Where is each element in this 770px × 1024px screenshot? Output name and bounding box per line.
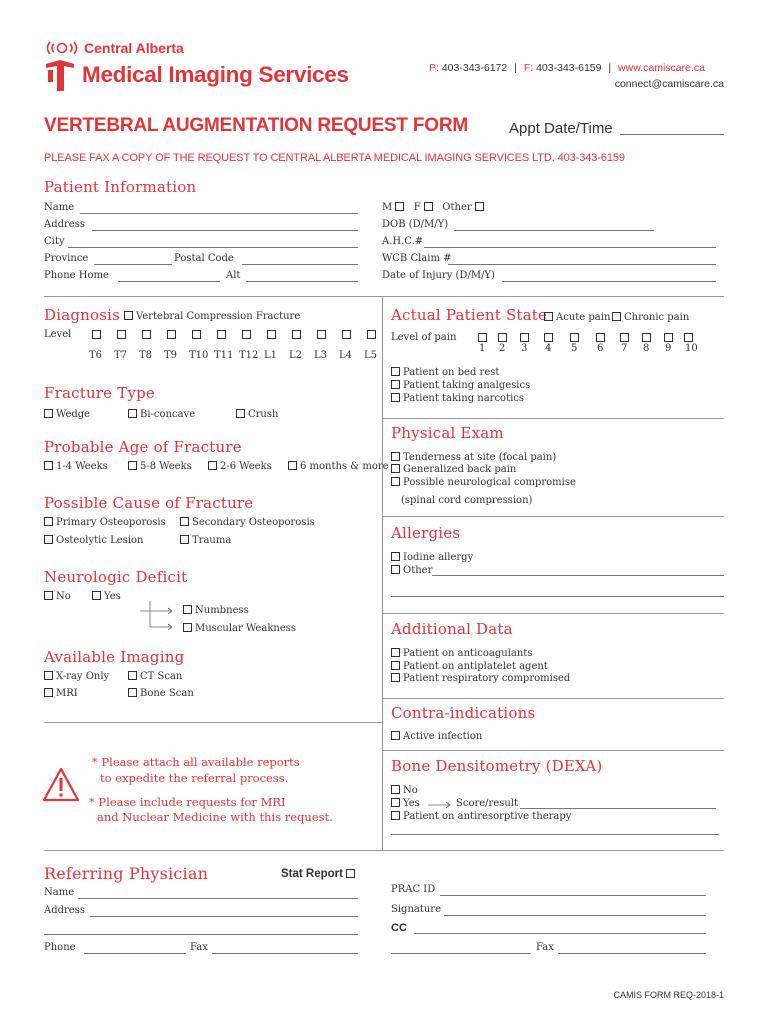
note-reports: * Please attach all available reports (92, 755, 300, 769)
injury-field[interactable] (502, 281, 716, 282)
chronic-checkbox[interactable] (612, 312, 621, 321)
score-label: Score/result (456, 798, 519, 809)
dexa-extra-field[interactable] (391, 834, 719, 835)
level-l2-checkbox[interactable] (292, 330, 301, 339)
neuro-compromise-checkbox[interactable] (391, 477, 400, 486)
biconcave-checkbox[interactable] (128, 409, 137, 418)
infection-checkbox[interactable] (391, 731, 400, 740)
level-t9-checkbox[interactable] (167, 330, 176, 339)
xray-checkbox[interactable] (44, 671, 53, 680)
additional-heading: Additional Data (391, 620, 513, 638)
patient-info-heading: Patient Information (44, 178, 197, 196)
patient-name-label: Name (44, 202, 75, 213)
allergy-other-checkbox[interactable] (391, 565, 400, 574)
gender-other-checkbox[interactable] (475, 202, 484, 211)
level-l5-checkbox[interactable] (367, 330, 376, 339)
divider-bottom (44, 850, 724, 851)
allergy-other-field[interactable] (432, 575, 724, 576)
gender-f-checkbox[interactable] (424, 202, 433, 211)
patient-address-label: Address (44, 219, 85, 230)
ref-phone-label: Phone (44, 942, 76, 953)
pain-label-3: 3 (521, 343, 528, 354)
pain-label-2: 2 (499, 343, 506, 354)
neuro-yes-checkbox[interactable] (92, 591, 101, 600)
level-label-t10: T10 (189, 350, 209, 361)
level-label-t12: T12 (239, 350, 259, 361)
weakness-checkbox[interactable] (183, 623, 192, 632)
signal-icon (44, 40, 84, 56)
pain-label-7: 7 (621, 343, 628, 354)
website-link[interactable]: www.camiscare.ca (618, 62, 705, 74)
cc-field-2[interactable] (391, 953, 531, 954)
pain-label-8: 8 (643, 343, 650, 354)
patient-postal-label: Postal Code (174, 253, 234, 264)
back-pain-checkbox[interactable] (391, 464, 400, 473)
patient-province-field[interactable] (94, 264, 172, 265)
ref-name-field[interactable] (78, 898, 358, 899)
dob-label: DOB (D/M/Y) (382, 219, 449, 230)
patient-phone-field[interactable] (118, 281, 220, 282)
numbness-checkbox[interactable] (183, 605, 192, 614)
imaging-heading: Available Imaging (44, 648, 185, 666)
form-title: VERTEBRAL AUGMENTATION REQUEST FORM (44, 115, 469, 136)
pain-10-checkbox[interactable] (684, 333, 693, 342)
stat-report-label: Stat Report (281, 868, 343, 880)
dexa-heading: Bone Densitometry (DEXA) (391, 757, 603, 775)
level-label-t6: T6 (89, 350, 103, 361)
divider-additional (382, 698, 724, 699)
pain-label-5: 5 (571, 343, 578, 354)
patient-city-field[interactable] (68, 247, 358, 248)
patient-name-field[interactable] (80, 213, 358, 214)
pain-4-checkbox[interactable] (544, 333, 553, 342)
pain-7-checkbox[interactable] (620, 333, 629, 342)
dexa-yes-checkbox[interactable] (391, 798, 400, 807)
wedge-checkbox[interactable] (44, 409, 53, 418)
ahc-field[interactable] (424, 247, 716, 248)
level-l3-checkbox[interactable] (317, 330, 326, 339)
neuro-heading: Neurologic Deficit (44, 568, 188, 586)
divider-imaging (44, 722, 382, 723)
fracture-type-heading: Fracture Type (44, 384, 155, 402)
ref-name-label: Name (44, 887, 75, 898)
arrow-right-icon (428, 801, 454, 809)
level-label: Level (44, 329, 72, 340)
stat-report-checkbox[interactable] (346, 869, 355, 878)
crush-checkbox[interactable] (236, 409, 245, 418)
level-t8-checkbox[interactable] (142, 330, 151, 339)
injury-label: Date of Injury (D/M/Y) (382, 270, 495, 281)
mri-checkbox[interactable] (44, 688, 53, 697)
fax-number: 403-343-6159 (536, 62, 602, 74)
logo-line2: Medical Imaging Services (82, 62, 349, 87)
ref-address-field-2[interactable] (44, 934, 358, 935)
ref-address-label: Address (44, 905, 85, 916)
allergies-heading: Allergies (391, 524, 461, 542)
patient-alt-field[interactable] (246, 281, 358, 282)
email-link[interactable]: connect@camiscare.ca (614, 78, 724, 90)
trauma-checkbox[interactable] (180, 535, 189, 544)
logo-mark-icon (44, 60, 76, 92)
ref-address-field[interactable] (90, 916, 358, 917)
pain-label-10: 10 (685, 343, 698, 354)
pain-9-checkbox[interactable] (664, 333, 673, 342)
anticoag-checkbox[interactable] (391, 648, 400, 657)
pain-1-checkbox[interactable] (478, 333, 487, 342)
spinal-note: (spinal cord compression) (401, 495, 533, 506)
vcf-checkbox[interactable] (124, 311, 133, 320)
respiratory-checkbox[interactable] (391, 673, 400, 682)
patient-province-label: Province (44, 253, 89, 264)
level-label-l3: L3 (314, 350, 328, 361)
logo-line1: Central Alberta (84, 40, 184, 56)
divider-allergies (382, 613, 724, 614)
narcotics-checkbox[interactable] (391, 393, 400, 402)
bed-rest-checkbox[interactable] (391, 367, 400, 376)
contra-heading: Contra-indications (391, 704, 536, 722)
patient-postal-field[interactable] (242, 264, 358, 265)
level-label-t9: T9 (164, 350, 178, 361)
age-2-6-checkbox[interactable] (208, 461, 217, 470)
pain-label-6: 6 (597, 343, 604, 354)
level-label-t8: T8 (139, 350, 153, 361)
analgesics-checkbox[interactable] (391, 380, 400, 389)
divider-state (382, 418, 724, 419)
diagnosis-heading: Diagnosis (44, 306, 121, 324)
level-t12-checkbox[interactable] (242, 330, 251, 339)
patient-alt-label: Alt (226, 270, 241, 281)
pain-label-1: 1 (479, 343, 486, 354)
pain-5-checkbox[interactable] (570, 333, 579, 342)
divider-exam (382, 516, 724, 517)
ref-phone-field[interactable] (84, 953, 186, 954)
age-6m-checkbox[interactable] (288, 461, 297, 470)
contact-line: P: 403-343-6172 | F: 403-343-6159 | www.camiscare.ca (429, 62, 705, 74)
divider-top (44, 296, 724, 297)
level-label-t11: T11 (214, 350, 234, 361)
level-t10-checkbox[interactable] (192, 330, 201, 339)
appt-label: Appt Date/Time (509, 120, 613, 137)
allergy-extra-field[interactable] (391, 596, 724, 597)
phone-number: 403-343-6172 (441, 62, 508, 74)
level-t11-checkbox[interactable] (217, 330, 226, 339)
bone-scan-checkbox[interactable] (128, 688, 137, 697)
appt-field[interactable] (620, 134, 724, 135)
physical-exam-heading: Physical Exam (391, 424, 504, 442)
pain-8-checkbox[interactable] (642, 333, 651, 342)
dob-field[interactable] (454, 230, 654, 231)
wcb-field[interactable] (448, 264, 716, 265)
note-mri-2: and Nuclear Medicine with this request. (97, 810, 333, 824)
pain-level-label: Level of pain (391, 332, 457, 343)
gender-options: M F Other (382, 202, 487, 213)
acute-checkbox[interactable] (544, 312, 553, 321)
warning-icon (42, 767, 80, 803)
antiresorptive-checkbox[interactable] (391, 811, 400, 820)
pain-2-checkbox[interactable] (498, 333, 507, 342)
pain-6-checkbox[interactable] (596, 333, 605, 342)
form-id: CAMIS FORM REQ-2018-1 (613, 990, 724, 1000)
level-label-l5: L5 (364, 350, 378, 361)
signature-label: Signature (391, 904, 442, 915)
prac-id-label: PRAC ID (391, 884, 436, 895)
ct-checkbox[interactable] (128, 671, 137, 680)
cc-fax-field[interactable] (558, 953, 706, 954)
antiplatelet-checkbox[interactable] (391, 661, 400, 670)
level-l4-checkbox[interactable] (342, 330, 351, 339)
iodine-checkbox[interactable] (391, 552, 400, 561)
signature-field[interactable] (444, 915, 706, 916)
patient-city-label: City (44, 236, 65, 247)
osteolytic-checkbox[interactable] (44, 535, 53, 544)
pain-label-9: 9 (665, 343, 672, 354)
note-mri: * Please include requests for MRI (89, 795, 286, 809)
tenderness-checkbox[interactable] (391, 452, 400, 461)
neuro-arrows-icon (140, 600, 182, 632)
level-label-l2: L2 (289, 350, 303, 361)
cc-label: CC (391, 922, 407, 934)
ahc-label: A.H.C.# (382, 236, 424, 247)
score-field[interactable] (520, 808, 716, 809)
secondary-osteo-checkbox[interactable] (180, 517, 189, 526)
cc-field[interactable] (414, 933, 706, 934)
fax-instruction: PLEASE FAX A COPY OF THE REQUEST TO CENTRAL ALBERTA MEDICAL IMAGING SERVICES LTD. 403-343-6159 (44, 152, 625, 164)
level-t7-checkbox[interactable] (117, 330, 126, 339)
dexa-no-checkbox[interactable] (391, 785, 400, 794)
column-divider (382, 296, 383, 850)
cause-heading: Possible Cause of Fracture (44, 494, 254, 512)
divider-contra (382, 750, 724, 751)
cc-fax-label: Fax (536, 942, 554, 953)
vcf-label: Vertebral Compression Fracture (136, 311, 301, 322)
referring-heading: Referring Physician (44, 864, 209, 883)
wcb-label: WCB Claim # (382, 253, 452, 264)
level-label-l1: L1 (264, 350, 278, 361)
ref-fax-label: Fax (190, 942, 208, 953)
level-label-l4: L4 (339, 350, 353, 361)
age-heading: Probable Age of Fracture (44, 438, 242, 456)
age-5-8-checkbox[interactable] (128, 461, 137, 470)
pain-label-4: 4 (545, 343, 552, 354)
age-1-4-checkbox[interactable] (44, 461, 53, 470)
patient-phone-label: Phone Home (44, 270, 109, 281)
prac-id-field[interactable] (440, 895, 706, 896)
level-l1-checkbox[interactable] (267, 330, 276, 339)
level-label-t7: T7 (114, 350, 128, 361)
neuro-no-checkbox[interactable] (44, 591, 53, 600)
gender-m-checkbox[interactable] (395, 202, 404, 211)
patient-state-heading: Actual Patient State (391, 306, 548, 324)
pain-3-checkbox[interactable] (520, 333, 529, 342)
patient-address-field[interactable] (92, 230, 358, 231)
note-reports-2: to expedite the referral process. (100, 771, 289, 785)
level-t6-checkbox[interactable] (92, 330, 101, 339)
primary-osteo-checkbox[interactable] (44, 517, 53, 526)
ref-fax-field[interactable] (212, 953, 358, 954)
